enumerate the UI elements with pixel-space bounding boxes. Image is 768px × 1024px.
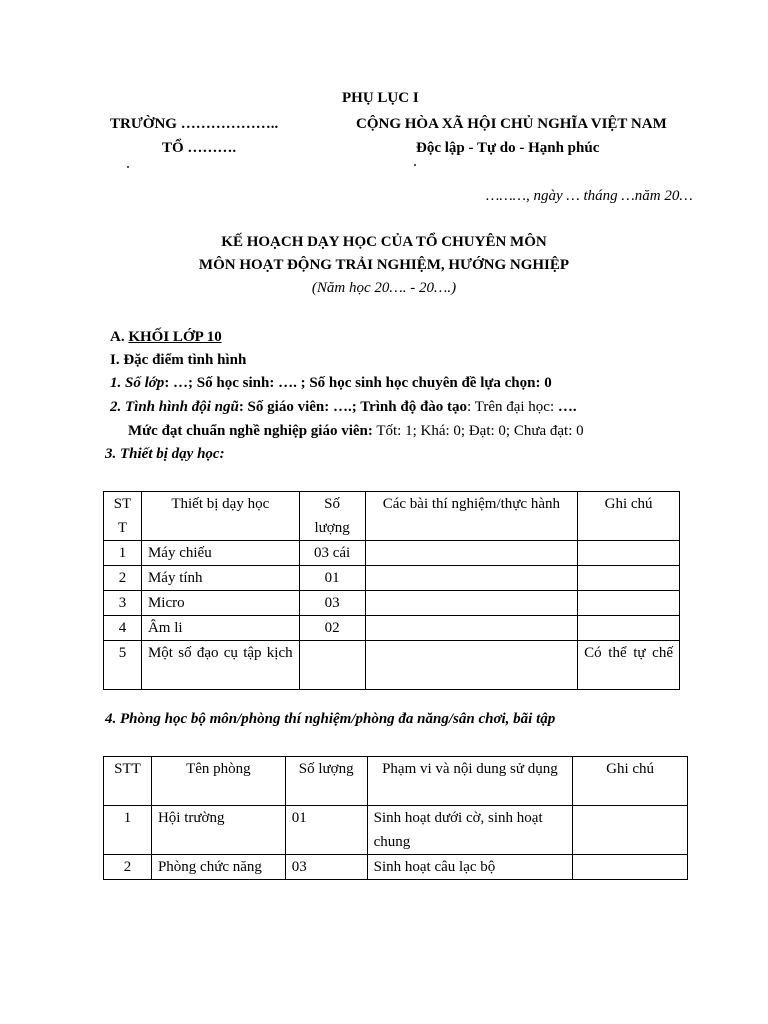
table-header-row xyxy=(104,492,680,541)
cell: 1 xyxy=(104,541,142,566)
cell xyxy=(578,616,680,641)
header-cell: Các bài thí nghiệm/thực hành xyxy=(365,492,578,541)
cell: 01 xyxy=(285,806,367,855)
header-cell: ST T xyxy=(104,492,142,541)
cell: 3 xyxy=(104,591,142,616)
department-name: TỔ ………. xyxy=(162,140,237,156)
table-row xyxy=(104,591,680,616)
header-cell: Ghi chú xyxy=(578,492,680,541)
cell xyxy=(573,855,688,880)
cell xyxy=(365,591,578,616)
school-year: (Năm học 20…. - 20….) xyxy=(311,280,457,296)
stray-dot xyxy=(414,164,416,166)
appendix-title: PHỤ LỤC I xyxy=(342,90,419,106)
plan-title-line-1: KẾ HOẠCH DẠY HỌC CỦA TỔ CHUYÊN MÔN xyxy=(221,234,547,250)
section-a-heading: A. KHỐI LỚP 10 xyxy=(110,329,222,345)
header-cell: Phạm vi và nội dung sử dụng xyxy=(367,757,573,806)
table-header-row xyxy=(104,757,688,806)
item-1-classes: 1. Số lớp: …; Số học sinh: …. ; Số học sinh học chuyên đề lựa chọn: 0 xyxy=(110,375,552,391)
cell xyxy=(578,566,680,591)
room-table xyxy=(103,756,688,880)
section-1-heading: I. Đặc điểm tình hình xyxy=(110,352,247,368)
item-4-heading: 4. Phòng học bộ môn/phòng thí nghiệm/phòng đa năng/sân chơi, bãi tập xyxy=(105,711,556,727)
cell: Sinh hoạt câu lạc bộ xyxy=(367,855,573,880)
equipment-table xyxy=(103,491,680,690)
cell: Micro xyxy=(141,591,299,616)
cell: Phòng chức năng xyxy=(151,855,285,880)
header-cell: Số lượng xyxy=(299,492,365,541)
cell: 03 cái xyxy=(299,541,365,566)
cell: 4 xyxy=(104,616,142,641)
cell xyxy=(365,641,578,690)
header-cell: Ghi chú xyxy=(573,757,688,806)
cell: 03 xyxy=(285,855,367,880)
table-row xyxy=(104,641,680,690)
table-row xyxy=(104,541,680,566)
item-3-heading: 3. Thiết bị dạy học: xyxy=(105,446,225,462)
header-cell: Thiết bị dạy học xyxy=(141,492,299,541)
cell xyxy=(573,806,688,855)
school-name: TRƯỜNG ……………….. xyxy=(110,116,279,132)
cell xyxy=(578,541,680,566)
cell: Sinh hoạt dưới cờ, sinh hoạt chung xyxy=(367,806,573,855)
table-row xyxy=(104,566,680,591)
table-row xyxy=(104,806,688,855)
header-cell: Tên phòng xyxy=(151,757,285,806)
cell: 01 xyxy=(299,566,365,591)
cell: Một số đạo cụ tập kịch xyxy=(141,641,299,690)
table-row xyxy=(104,616,680,641)
cell xyxy=(299,641,365,690)
header-cell: Số lượng xyxy=(285,757,367,806)
cell: Có thể tự chế xyxy=(578,641,680,690)
cell xyxy=(365,566,578,591)
cell xyxy=(365,616,578,641)
cell: 2 xyxy=(104,855,152,880)
plan-title-line-2: MÔN HOẠT ĐỘNG TRẢI NGHIỆM, HƯỚNG NGHIỆP xyxy=(198,257,570,273)
cell xyxy=(365,541,578,566)
cell: 5 xyxy=(104,641,142,690)
cell: Máy tính xyxy=(141,566,299,591)
stray-dot xyxy=(127,166,129,168)
cell: Âm li xyxy=(141,616,299,641)
nation-title: CỘNG HÒA XÃ HỘI CHỦ NGHĨA VIỆT NAM xyxy=(356,116,667,132)
cell: 03 xyxy=(299,591,365,616)
cell: 02 xyxy=(299,616,365,641)
date-line: ………, ngày … tháng …năm 20… xyxy=(486,188,693,204)
header-cell: STT xyxy=(104,757,152,806)
cell xyxy=(578,591,680,616)
national-motto: Độc lập - Tự do - Hạnh phúc xyxy=(416,140,600,156)
cell: 2 xyxy=(104,566,142,591)
cell: Hội trường xyxy=(151,806,285,855)
item-2-standard: Mức đạt chuẩn nghề nghiệp giáo viên: Tốt: 1; Khá: 0; Đạt: 0; Chưa đạt: 0 xyxy=(128,423,584,439)
cell: Máy chiếu xyxy=(141,541,299,566)
table-row xyxy=(104,855,688,880)
cell: 1 xyxy=(104,806,152,855)
item-2-staff: 2. Tình hình đội ngũ: Số giáo viên: ….; Trình độ đào tạo: Trên đại học: …. xyxy=(110,399,577,415)
